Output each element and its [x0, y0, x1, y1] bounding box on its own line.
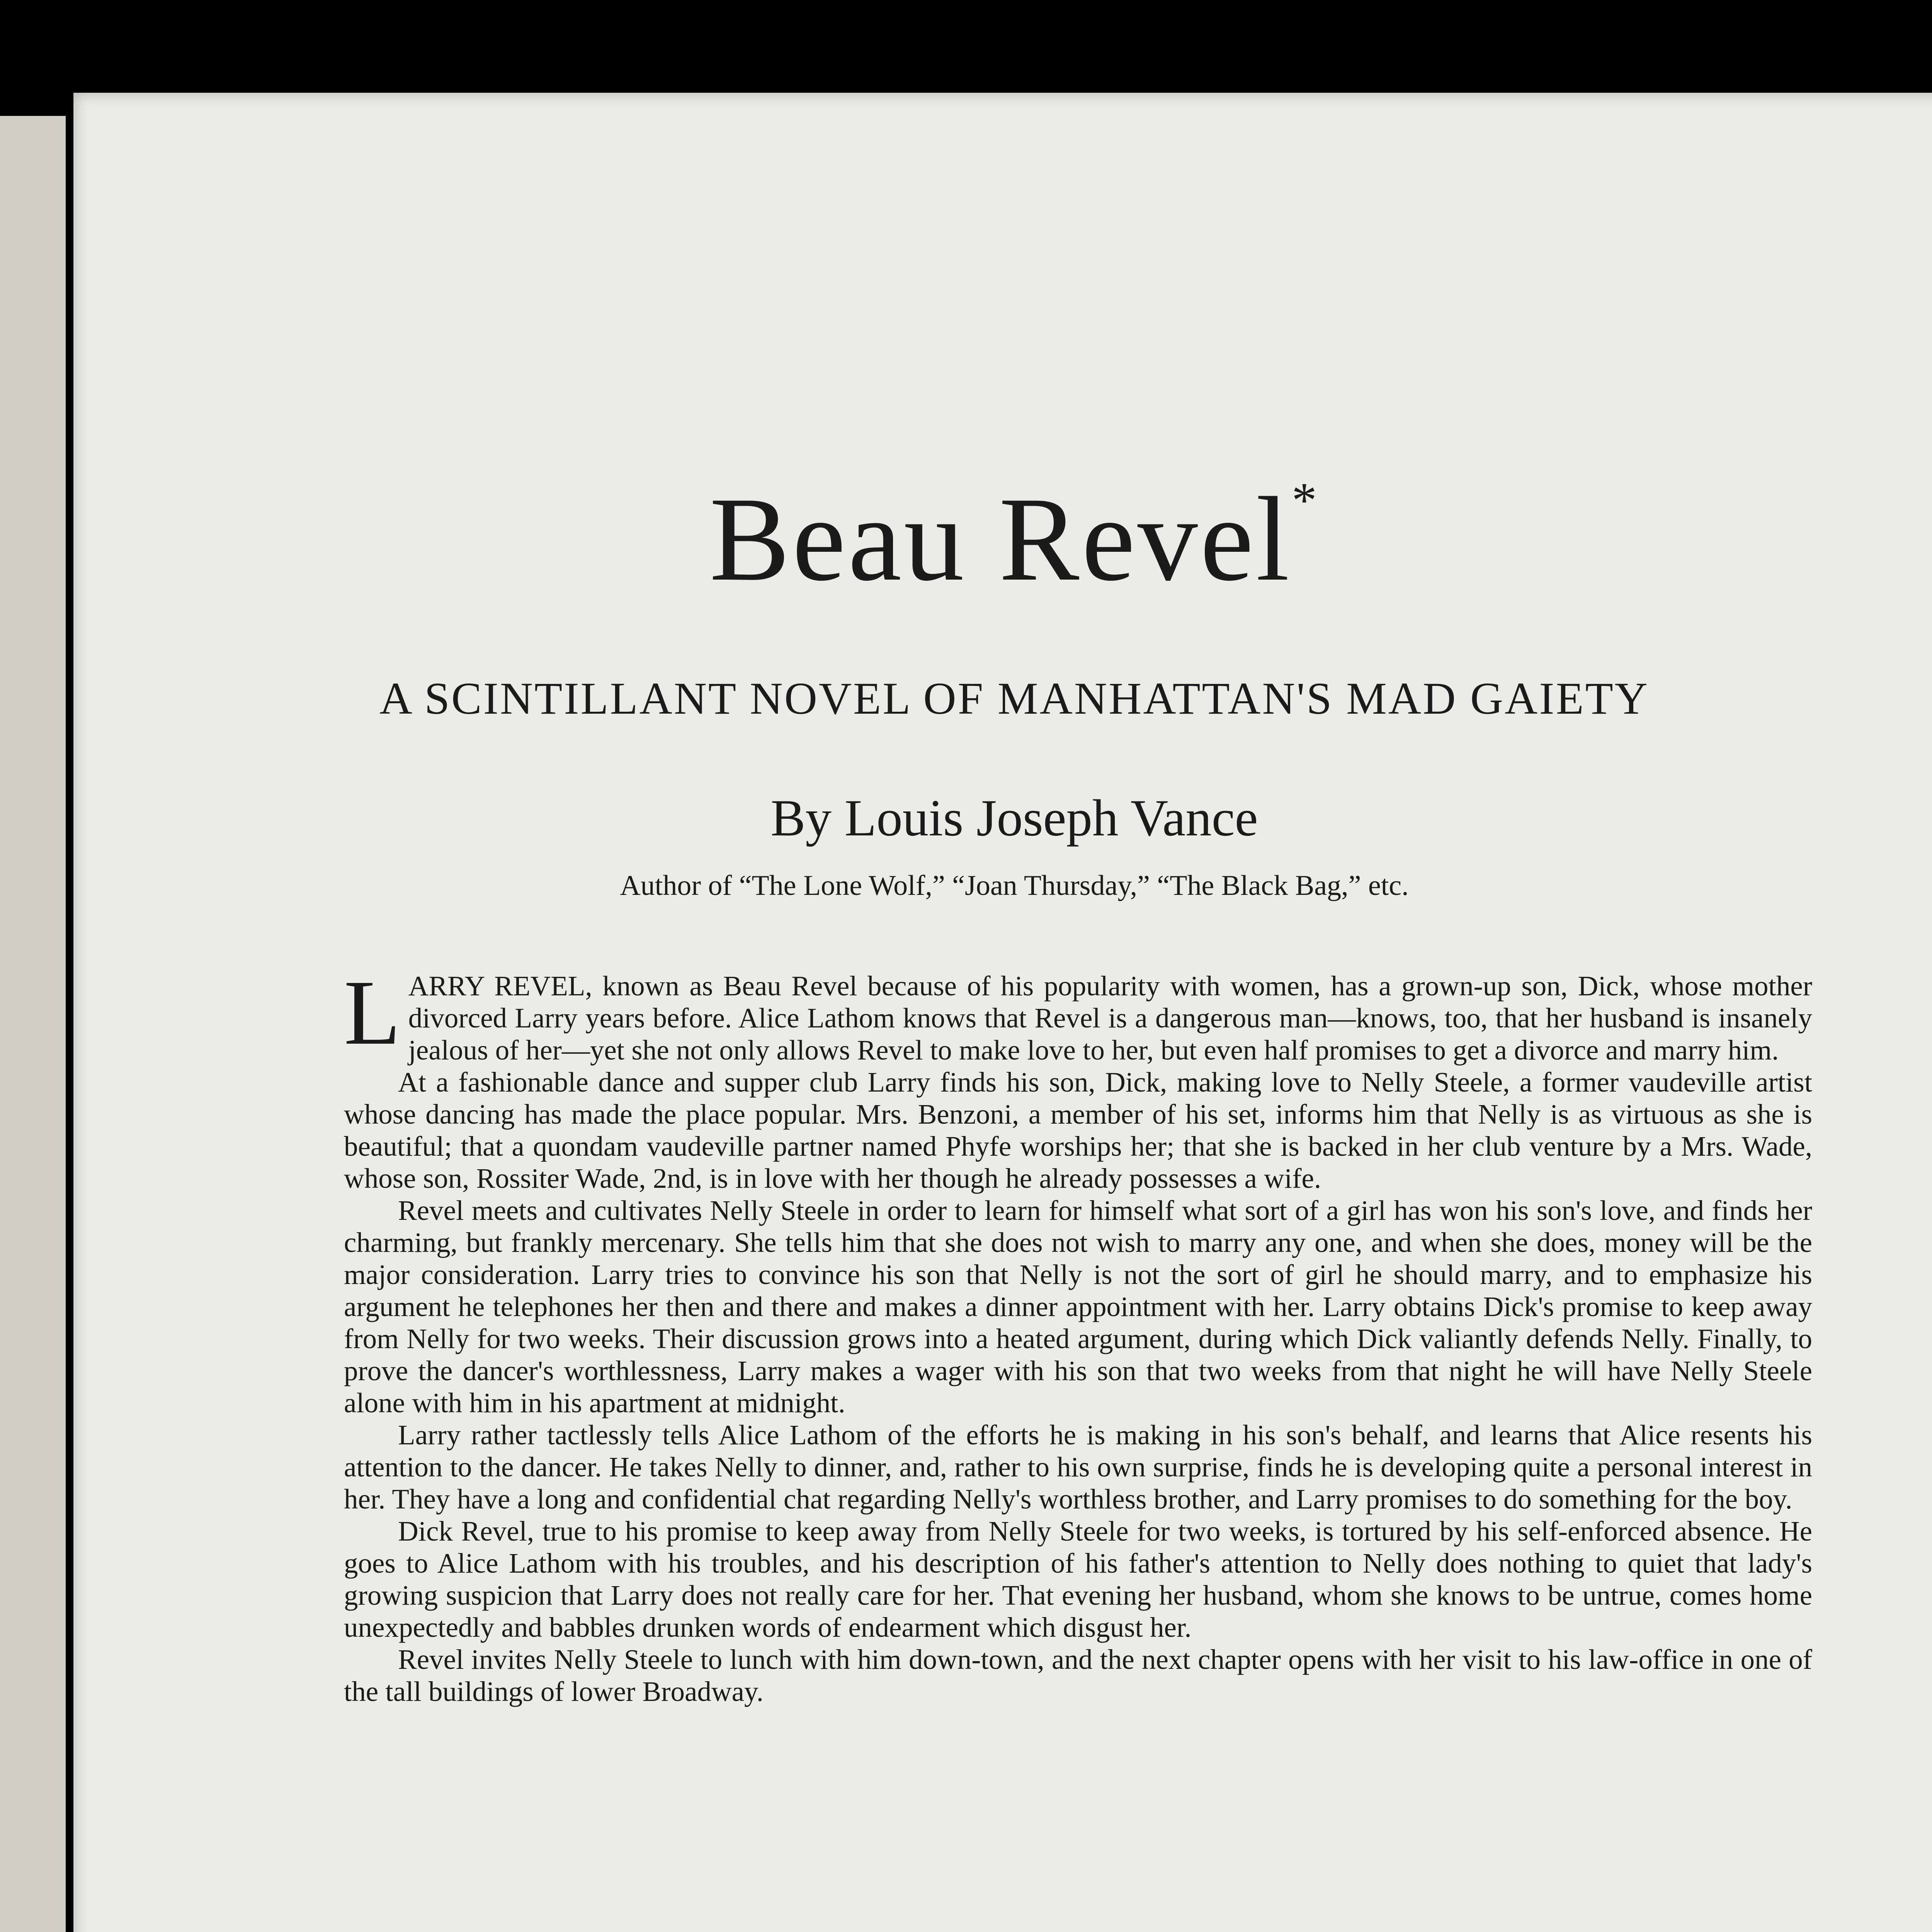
author-credits: Author of “The Lone Wolf,” “Joan Thursday,” “The Black Bag,” etc. — [620, 870, 1409, 901]
synopsis-paragraph: Revel meets and cultivates Nelly Steele in order to learn for himself what sort of a girl has won his son's love, and finds her charming, but frankly mercenary. She tells him that she does not wish to marry any one, and when she does, money will be the major consideration. Larry tries to convince his son that Nelly is not the sort of girl he should marry, and to emphasize his argument he telephones her then and there and makes a dinner appointment with her. Larry obtains Dick's promise to keep away from Nelly for two weeks. Their discussion grows into a heated argument, during which Dick valiantly defends Nelly. Finally, to prove the dancer's worthlessness, Larry makes a wager with his son that two weeks from that night he will have Nelly Steele alone with him in his apartment at midnight. — [344, 1195, 1812, 1418]
synopsis-paragraph: At a fashionable dance and supper club Larry finds his son, Dick, making love to Nelly Steele, a former vaudeville artist whose dancing has made the place popular. Mrs. Benzoni, a member of his set, informs him that Nelly is as virtuous as she is beautiful; that a quondam vaudeville partner named Phyfe worships her; that she is backed in her club venture by a Mrs. Wade, whose son, Rossiter Wade, 2nd, is in love with her though he already possesses a wife. — [344, 1066, 1812, 1194]
article-subtitle: A SCINTILLANT NOVEL OF MANHATTAN'S MAD GAIETY — [379, 673, 1649, 724]
synopsis-dropcap: L — [344, 961, 401, 1064]
synopsis-paragraph — [344, 961, 1812, 1066]
magazine-page — [73, 93, 1932, 1932]
title-footnote-mark: * — [1291, 473, 1319, 528]
article-title — [73, 473, 1932, 606]
synopsis — [344, 961, 1812, 1708]
synopsis-paragraph: Larry rather tactlessly tells Alice Lathom of the efforts he is making in his son's behalf, and learns that Alice resents his attention to the dancer. He takes Nelly to dinner, and, rather to his own surprise, finds he is developing quite a personal interest in her. They have a long and confidential chat regarding Nelly's worthless brother, and Larry promises to do something for the boy. — [344, 1419, 1812, 1515]
synopsis-paragraph: Dick Revel, true to his promise to keep away from Nelly Steele for two weeks, is tortured by his self-enforced absence. He goes to Alice Lathom with his troubles, and his description of his father's attention to Nelly does nothing to quiet that lady's growing suspicion that Larry does not really care for her. That evening her husband, whom she knows to be untrue, comes home unexpectedly and babbles drunken words of endearment which disgust her. — [344, 1515, 1812, 1643]
title-text: Beau Revel — [709, 473, 1292, 606]
synopsis-p1-text: ARRY REVEL, known as Beau Revel because of his popularity with women, has a grown-up son, Dick, whose mother divorced Larry years before. Alice Lathom knows that Revel is a dangerous man—knows, too, that her husband is insanely jealous of her—yet she not only allows Revel to make love to her, but even half promises to get a divorce and marry him. — [408, 970, 1812, 1066]
left-page-edge — [0, 116, 66, 1932]
article-byline: By Louis Joseph Vance — [770, 789, 1258, 847]
synopsis-paragraph: Revel invites Nelly Steele to lunch with him down-town, and the next chapter opens with her visit to his law-office in one of the tall buildings of lower Broadway. — [344, 1644, 1812, 1707]
